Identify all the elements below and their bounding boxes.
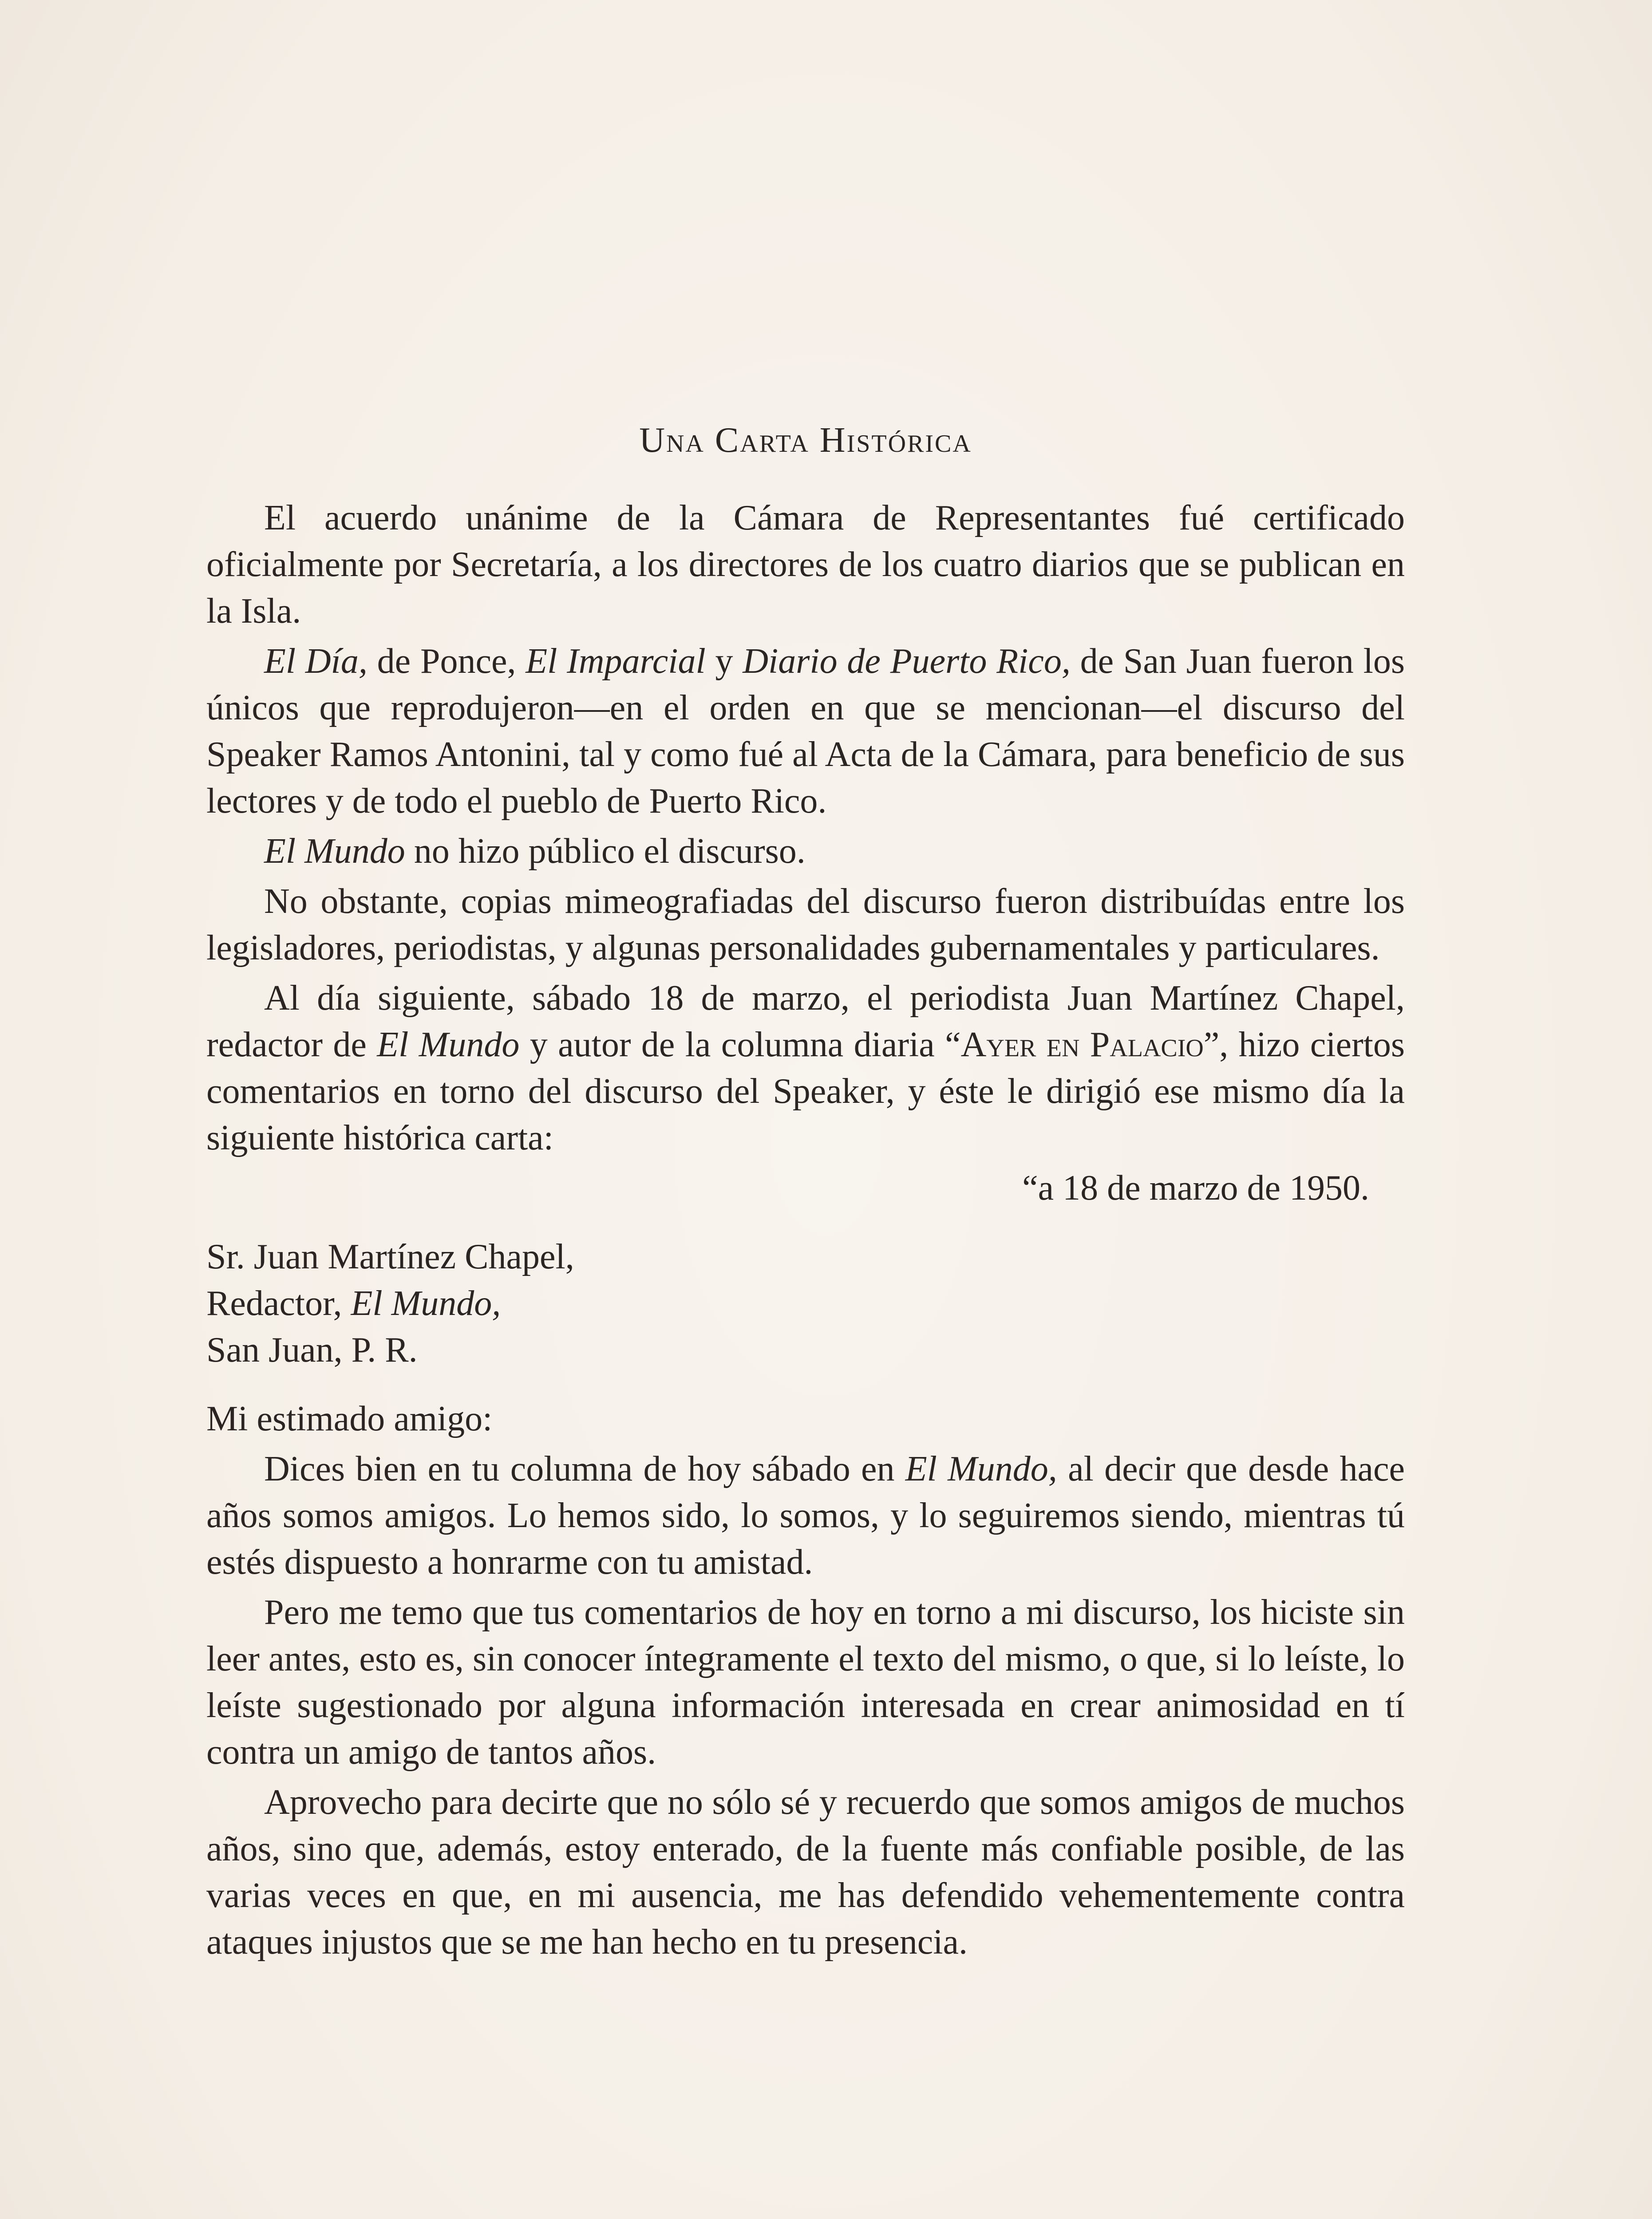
paragraph-text: al decir que desde hace años somos amigos. Lo hemos sido, lo somos, y lo seguiremos siendo, mientras tú estés dispuesto a honrarme con tu amistad. <box>206 1449 1405 1582</box>
paragraph-1: El acuerdo unánime de la Cámara de Representantes fué certificado oficialmente por Secretaría, a los directores de los cuatro diarios que se publican en la Isla. <box>206 498 1405 631</box>
paragraph-text: Dices bien en tu columna de hoy sábado en <box>264 1449 905 1489</box>
paragraph-7: Pero me temo que tus comentarios de hoy en torno a mi discurso, los hiciste sin leer antes, esto es, sin conocer íntegramente el texto del mismo, o que, si lo leíste, lo leíste sugestionado por alguna información interesada en crear animosidad en tí contra un amigo de tantos años. <box>206 1593 1405 1772</box>
newspaper-name: El Imparcial <box>526 642 706 681</box>
paragraph-text: de Ponce, <box>367 642 526 681</box>
paragraph-3 <box>206 828 1405 875</box>
paragraph-6 <box>206 1446 1405 1586</box>
page-title: Una Carta Histórica <box>639 421 972 460</box>
newspaper-name: Diario de Puerto Rico, <box>743 642 1071 681</box>
address-text: Redactor, <box>206 1284 351 1323</box>
letter-salutation: Mi estimado amigo: <box>206 1399 493 1438</box>
letter-address <box>206 1234 1405 1374</box>
address-line-3: San Juan, P. R. <box>206 1331 418 1370</box>
paragraph-8: Aprovecho para decirte que no sólo sé y recuerdo que somos amigos de muchos años, sino que, además, estoy enterado, de la fuente más confiable posible, de las varias veces en que, en mi ausencia, me has defendido vehementemente contra ataques injustos que se me han hecho en tu presencia. <box>206 1783 1405 1962</box>
column-name: Ayer en Palacio <box>960 1025 1204 1064</box>
newspaper-name: El Mundo <box>377 1025 520 1064</box>
paragraph-4: No obstante, copias mimeografiadas del discurso fueron distribuídas entre los legisladores, periodistas, y algunas personalidades gubernamentales y particulares. <box>206 882 1405 967</box>
newspaper-name: El Día, <box>264 642 368 681</box>
document-body <box>206 417 1405 1969</box>
paragraph-text: ”, hizo ciertos comentarios en torno del discurso del Speaker, y éste le dirigió ese mismo día la siguiente histórica carta: <box>206 1025 1405 1157</box>
letter-date: “a 18 de marzo de 1950. <box>1022 1169 1369 1208</box>
newspaper-name: El Mundo, <box>905 1449 1057 1489</box>
paragraph-text: y autor de la columna diaria “ <box>519 1025 961 1064</box>
newspaper-name: El Mundo <box>264 832 405 871</box>
paragraph-5 <box>206 975 1405 1161</box>
address-line-1: Sr. Juan Martínez Chapel, <box>206 1237 574 1276</box>
newspaper-name: El Mundo, <box>351 1284 501 1323</box>
address-line-2 <box>206 1280 1405 1327</box>
paragraph-text: Al día siguiente, sábado 18 de marzo, el periodista Juan Martínez Chapel, redactor de <box>206 979 1405 1064</box>
paragraph-2 <box>206 638 1405 825</box>
paragraph-text: y <box>705 642 743 681</box>
paragraph-text: de San Juan fueron los únicos que reprodujeron—en el orden en que se mencionan—el discurso del Speaker Ramos Antonini, tal y como fué al Acta de la Cámara, para beneficio de sus lectores y de todo el pueblo de Puerto Rico. <box>206 642 1405 821</box>
paragraph-text: no hizo público el discurso. <box>405 832 806 871</box>
